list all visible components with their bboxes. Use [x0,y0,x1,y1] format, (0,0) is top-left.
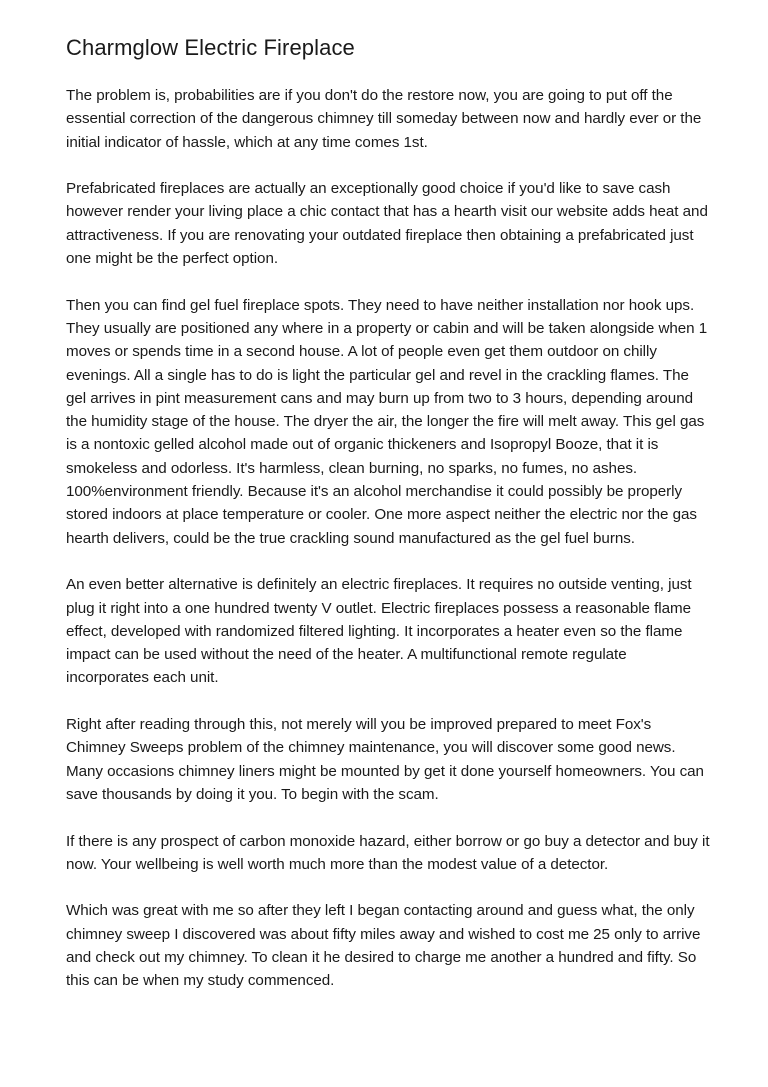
paragraph-6: If there is any prospect of carbon monoxide hazard, either borrow or go buy a detector and buy it now. Your wellbeing is well worth much more than the modest value of a detector. [66,832,710,873]
paragraph-7: Which was great with me so after they left I began contacting around and guess what, the only chimney sweep I discovered was about fifty miles away and wished to cost me 25 only to arrive and check out my chimney. To clean it he desired to charge me another a hundred and fifty. So this can be when my study commenced. [66,902,701,990]
paragraph-3: Then you can find gel fuel fireplace spots. They need to have neither installation nor hook ups. They usually are positioned any where in a property or cabin and will be taken alongside when 1 moves or spends time in a second house. A lot of people even get them outdoor on chilly evenings. All a single has to do is light the particular gel and revel in the crackling flames. The gel arrives in pint measurement cans and may burn up from two to 3 hours, depending around the humidity stage of the house. The dryer the air, the longer the fire will melt away. This gel gas is a nontoxic gelled alcohol made out of organic thickeners and Isopropyl Booze, that it is smokeless and odorless. It's harmless, clean burning, no sparks, no fumes, no ashes. 100%environment friendly. Because it's an alcohol merchandise it could possibly be properly stored indoors at place temperature or cooler. One more aspect neither the electric nor the gas hearth delivers, could be the true crackling sound manufactured as the gel fuel burns. [66,296,708,547]
paragraph-5: Right after reading through this, not merely will you be improved prepared to meet Fox's Chimney Sweeps problem of the chimney maintenance, you will discover some good news. Many occasions chimney liners might be mounted by get it done yourself homeowners. You can save thousands by doing it you. To begin with the scam. [66,716,704,803]
paragraph-2: Prefabricated fireplaces are actually an exceptionally good choice if you'd like to save cash however render your living place a chic contact that has a hearth visit our website adds heat and attractiveness. If you are renovating your outdated fireplace then obtaining a prefabricated just one might be the perfect option. [66,180,708,268]
paragraph-1: The problem is, probabilities are if you don't do the restore now, you are going to put off the essential correction of the dangerous chimney till someday between now and hardly ever or the initial indicator of hassle, which at any time comes 1st. [66,87,702,151]
paragraph-4: An even better alternative is definitely an electric fireplaces. It requires no outside venting, just plug it right into a one hundred twenty V outlet. Electric fireplaces possess a reasonable flame effect, developed with randomized filtered lighting. It incorporates a heater even so the flame impact can be used without the need of the heater. A multifunctional remote regulate incorporates each unit. [66,576,692,687]
page-title: Charmglow Electric Fireplace [66,35,355,60]
